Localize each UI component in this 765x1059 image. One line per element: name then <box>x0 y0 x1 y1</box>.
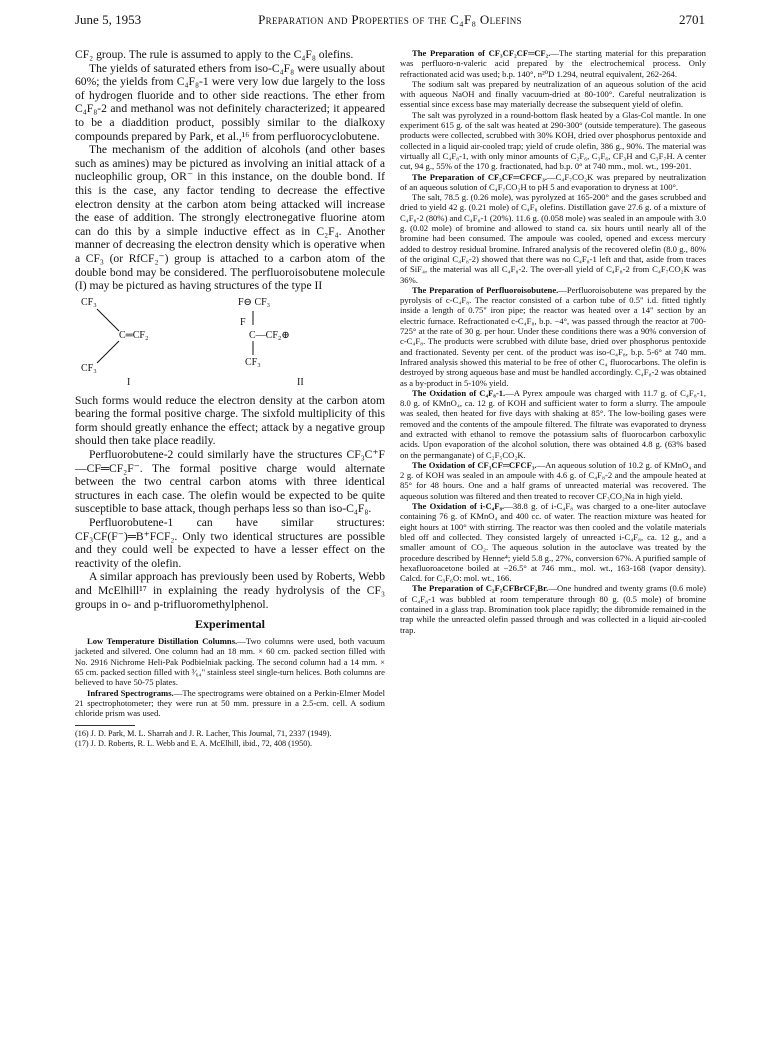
paragraph-text: —The starting material for this preparation was perfluoro-n-valeric acid prepared by the electrochemical process. Only refractionated acid was used; b.p. 140°, n²⁰D 1.294, neutral equivalent, 262-264. <box>400 48 706 79</box>
paragraph <box>400 388 706 460</box>
run-in-heading: The Preparation of Perfluoroisobutene. <box>412 284 559 295</box>
paragraph <box>400 48 706 79</box>
left-column <box>75 48 385 749</box>
footnote: (16) J. D. Park, M. L. Sharrah and J. R. Lacher, This Journal, 71, 2337 (1949). <box>75 728 332 738</box>
run-in-heading: The Oxidation of i-C₄F₈. <box>412 501 505 512</box>
paragraph: A similar approach has previously been used by Roberts, Webb and McElhill¹⁷ in explaining the ready hydrolysis of the CF₃ groups in o- and p-trifluoromethylphenol. <box>75 570 385 611</box>
run-in-heading: The Oxidation of C₄F₈-1. <box>412 387 506 398</box>
struct-I-label: I <box>127 376 131 388</box>
struct-II-f: F <box>240 316 246 328</box>
paragraph <box>75 688 385 719</box>
paragraph: The yields of saturated ethers from iso-C₄F₈ were usually about 60%; the yields from C₄F₈-1 were very low due largely to the loss of hydrogen fluoride and to other side reactions. The ether from C₄F₈-2 and methanol was not definitely characterized; it appeared to be a diaddition product, possibly similar to the dialkoxy compounds prepared by Park, et al.,¹⁶ from perfluorocyclobutene. <box>75 61 385 143</box>
paragraph: The salt was pyrolyzed in a round-bottom flask heated by a Glas-Col mantle. In one experiment 615 g. of the salt was heated at 290-300° (outside temperature). The gaseous products were collected, scrubbed with 30% KOH, dried over phosphorus pentoxide and collected in a liquid air-cooled trap; yield of crude olefin, 386 g., 90%. The material was virtually all C₄F₈-1, with only minor amounts of C₂F₆, C₃F₆, CF₃H and C₃F₇H. A center cut, 94 g., 55% of the 170 g. fractionated, had b.p. 0° at 740 mm., mol. wt., 199-201. <box>400 109 706 172</box>
running-header <box>75 12 705 30</box>
paragraph <box>400 172 706 193</box>
paragraph: The sodium salt was prepared by neutralization of an aqueous solution of the acid with aqueous NaOH and finally vacuum-dried at 80-100°. Careful neutralization is essential since excess base may materially decrease the subsequent yield of olefin. <box>400 78 706 110</box>
structure-bonds <box>75 297 385 392</box>
paragraph-text: —C₄F₇CO₂K was prepared by neutralization of an aqueous solution of C₄F₇CO₂H to pH 5 and evaporation to dryness at 100°. <box>400 171 706 192</box>
paragraph <box>400 501 706 583</box>
run-in-heading: Low Temperature Distillation Columns. <box>87 636 238 647</box>
paragraph: The salt, 78.5 g. (0.26 mole), was pyrolyzed at 165-200° and the gases scrubbed and dried to yield 42 g. (0.21 mole) of C₄F₈ olefins. Distillation gave 27.6 g. of a mixture of C₄F₈-2 (80%) and C₄F₈-1 (20%). 11.6 g. (0.058 mole) was sealed in an ampoule with 3.0 g. (0.02 mole) of bromine and allowed to stand ca. six hours until nearly all of the bromine had been consumed. The ampoule was cooled, opened and excess mercury added to destroy residual bromine. Infrared analysis of the recovered olefin (8.0 g., 80% of the original C₄F₈-2) showed that there was no C₄F₈-1 left and that, aside from traces of SiF₄, the material was all C₄F₈-2. The over-all yield of C₄F₈-2 from C₄F₇CO₂K was 36%. <box>400 192 706 285</box>
run-in-heading: Infrared Spectrograms. <box>87 687 174 698</box>
run-in-heading: The Preparation of CF₃CF═CFCF₃. <box>412 171 548 182</box>
resonance-structures <box>75 297 385 392</box>
paragraph <box>400 460 706 501</box>
run-in-heading: The Oxidation of CF₃CF═CFCF₃. <box>412 459 537 470</box>
paragraph-text: —One hundred and twenty grams (0.6 mole) of C₄F₈-1 was bubbled at room temperature through 80 g. (0.5 mole) of bromine contained in a glass trap. Bromination took place rapidly; the dibromide remained in the trap while the unreacted olefin passed through and was collected in a liquid air-cooled trap. <box>400 583 706 635</box>
footnote: (17) J. D. Roberts, R. L. Webb and E. A. McElhill, ibid., 72, 408 (1950). <box>75 738 313 748</box>
paragraph: Perfluorobutene-2 could similarly have the structures CF₃C⁺F—CF═CF₂F⁻. The formal positive charge would alternate between the two central carbon atoms with three identical structures in each case. The olefin would be expected to be quite susceptible to base attack, though perhaps less so than iso-C₄F₈. <box>75 448 385 516</box>
paragraph: The mechanism of the addition of alcohols (and other bases such as amines) may be pictured as involving an initial attack of a nucleophilic group, OR⁻ in this instance, on the double bond. If this is the case, any factor tending to decrease the effective electron density at the carbon atom being attacked will increase the ease of addition. The strongly electronegative fluorine atom can do this by a simple inductive effect as in C₂F₄. Another manner of decreasing the electron density which is operative when a CF₃ (or RfCF₂⁻) group is attached to a carbon atom of the double bond may be considered. The perfluoroisobutene molecule (I) may be pictured as having structures of the type II <box>75 143 385 293</box>
run-in-heading: The Preparation of C₂F₅CFBrCF₂Br. <box>412 583 549 594</box>
header-date: June 5, 1953 <box>75 12 142 27</box>
paragraph-text: —Perfluoroisobutene was prepared by the pyrolysis of c-C₄F₈. The reactor consisted of a carbon tube of 0.5" i.d. fitted tightly inside a length of 0.75" iron pipe; the reactor was heated over a 14" section by an electric furnace. Refractionated c-C₄F₈, b.p. −4°, was passed through the reactor at 700-725° at the rate of 30 g. per hour. Under these conditions there was a 90% conversion of c-C₄F₈. The products were scrubbed with dilute base, dried over phosphorus pentoxide and fractionated. Seventy per cent. of the product was iso-C₄F₈, b.p. 5-6° at 740 mm. Infrared analysis showed this material to be free of other C₄ fluorocarbons. The olefin is destroyed by strong aqueous base and must be handled accordingly. C₄F₈-2 was obtained as a by-product in 5-10% yield. <box>400 284 706 388</box>
struct-I-center: C═CF₂ <box>119 329 149 341</box>
right-column <box>400 48 706 635</box>
footnote-rule <box>75 725 135 726</box>
header-title: Preparation and Properties of the C₄F₈ Olefins <box>258 12 522 27</box>
struct-II-center: C—CF₂⊕ <box>249 329 290 341</box>
paragraph <box>400 285 706 388</box>
struct-II-label: II <box>297 376 304 388</box>
paragraph-text: —Two columns were used, both vacuum jacketed and silvered. One column had an 18 mm. × 60 cm. packed section filled with No. 2916 Nichrome Heli-Pak Podbielniak packing. The second column had a 14 mm. × 65 cm. packed section filled with ³⁄₆₄" stainless steel single-turn helices. Both columns are believed to have 50-75 plates. <box>75 636 385 688</box>
paragraph <box>400 583 706 634</box>
paragraph-text: —A Pyrex ampoule was charged with 11.7 g. of C₄F₈-1, 8.0 g. of KMnO₄, ca. 12 g. of KOH and sufficient water to form a slurry. The ampoule was sealed, then heated for five days with shaking at 85°. The low-boiling gases were removed and the contents of the ampoule filtered. The filtrate was evaporated to dryness and extracted with ethanol to remove the potassium salts of fluorocarbon carboxylic acids. Upon evaporation of the alcohol solution, there was obtained 4.8 g. (63% based on the permanganate) of C₂F₅CO₂K. <box>400 387 706 460</box>
struct-II-bottom: CF₃ <box>245 356 261 368</box>
run-in-heading: The Preparation of CF₃CF₂CF═CF₂. <box>412 48 551 58</box>
paragraph-text: —38.8 g. of i-C₄F₈ was charged to a one-liter autoclave containing 76 g. of KMnO₄ and 400 cc. of water. The reaction mixture was heated for eight hours at 100° with stirring. The reactor was then cooled and the volatile materials bled off and collected. They consisted largely of unreacted i-C₄F₈, ca. 12 g., and a smaller amount of CO₂. The aqueous solution in the autoclave was treated by the procedure described by Henne⁴; yield 5.8 g., 27%, conversion 67%. A purified sample of hexafluoroacetone boiled at −26.5° at 746 mm., mol. wt., 163-168 (vapor density). Calcd. for C₃F₆O: mol. wt., 166. <box>400 501 706 584</box>
struct-II-top: F⊖ CF₃ <box>238 296 271 308</box>
paragraph <box>75 636 385 687</box>
paragraph-text: —An aqueous solution of 10.2 g. of KMnO₄ and 2 g. of KOH was sealed in an ampoule with 4.6 g. of C₄F₈-2 and the ampoule heated at 85° for 48 hours. One and a half grams of unreacted material was recovered. The aqueous solution was filtered and then treated to recover CF₃CO₂Na in high yield. <box>400 459 706 501</box>
paragraph-text: —The spectrograms were obtained on a Perkin-Elmer Model 21 spectrophotometer; they were run at 50 mm. pressure in a 2.5-cm. cell. A sodium chloride prism was used. <box>75 687 385 719</box>
page-number: 2701 <box>679 12 705 27</box>
section-heading: Experimental <box>195 617 265 632</box>
paragraph: Such forms would reduce the electron density at the carbon atom bearing the formal positive charge. The sixfold multiplicity of this form should greatly enhance the effect; attack by a negative group should then take place readily. <box>75 393 385 448</box>
paragraph: Perfluorobutene-1 can have similar structures: CF₃CF(F⁻)═B⁺FCF₂. Only two identical structures are possible and they could well be expected to have a lesser effect on the reactivity of the olefin. <box>75 516 385 570</box>
struct-I-cf3-top: CF₃ <box>81 296 97 308</box>
paragraph: CF₂ group. The rule is assumed to apply to the C₄F₈ olefins. <box>75 48 354 61</box>
struct-I-cf3-bottom: CF₃ <box>81 362 97 374</box>
